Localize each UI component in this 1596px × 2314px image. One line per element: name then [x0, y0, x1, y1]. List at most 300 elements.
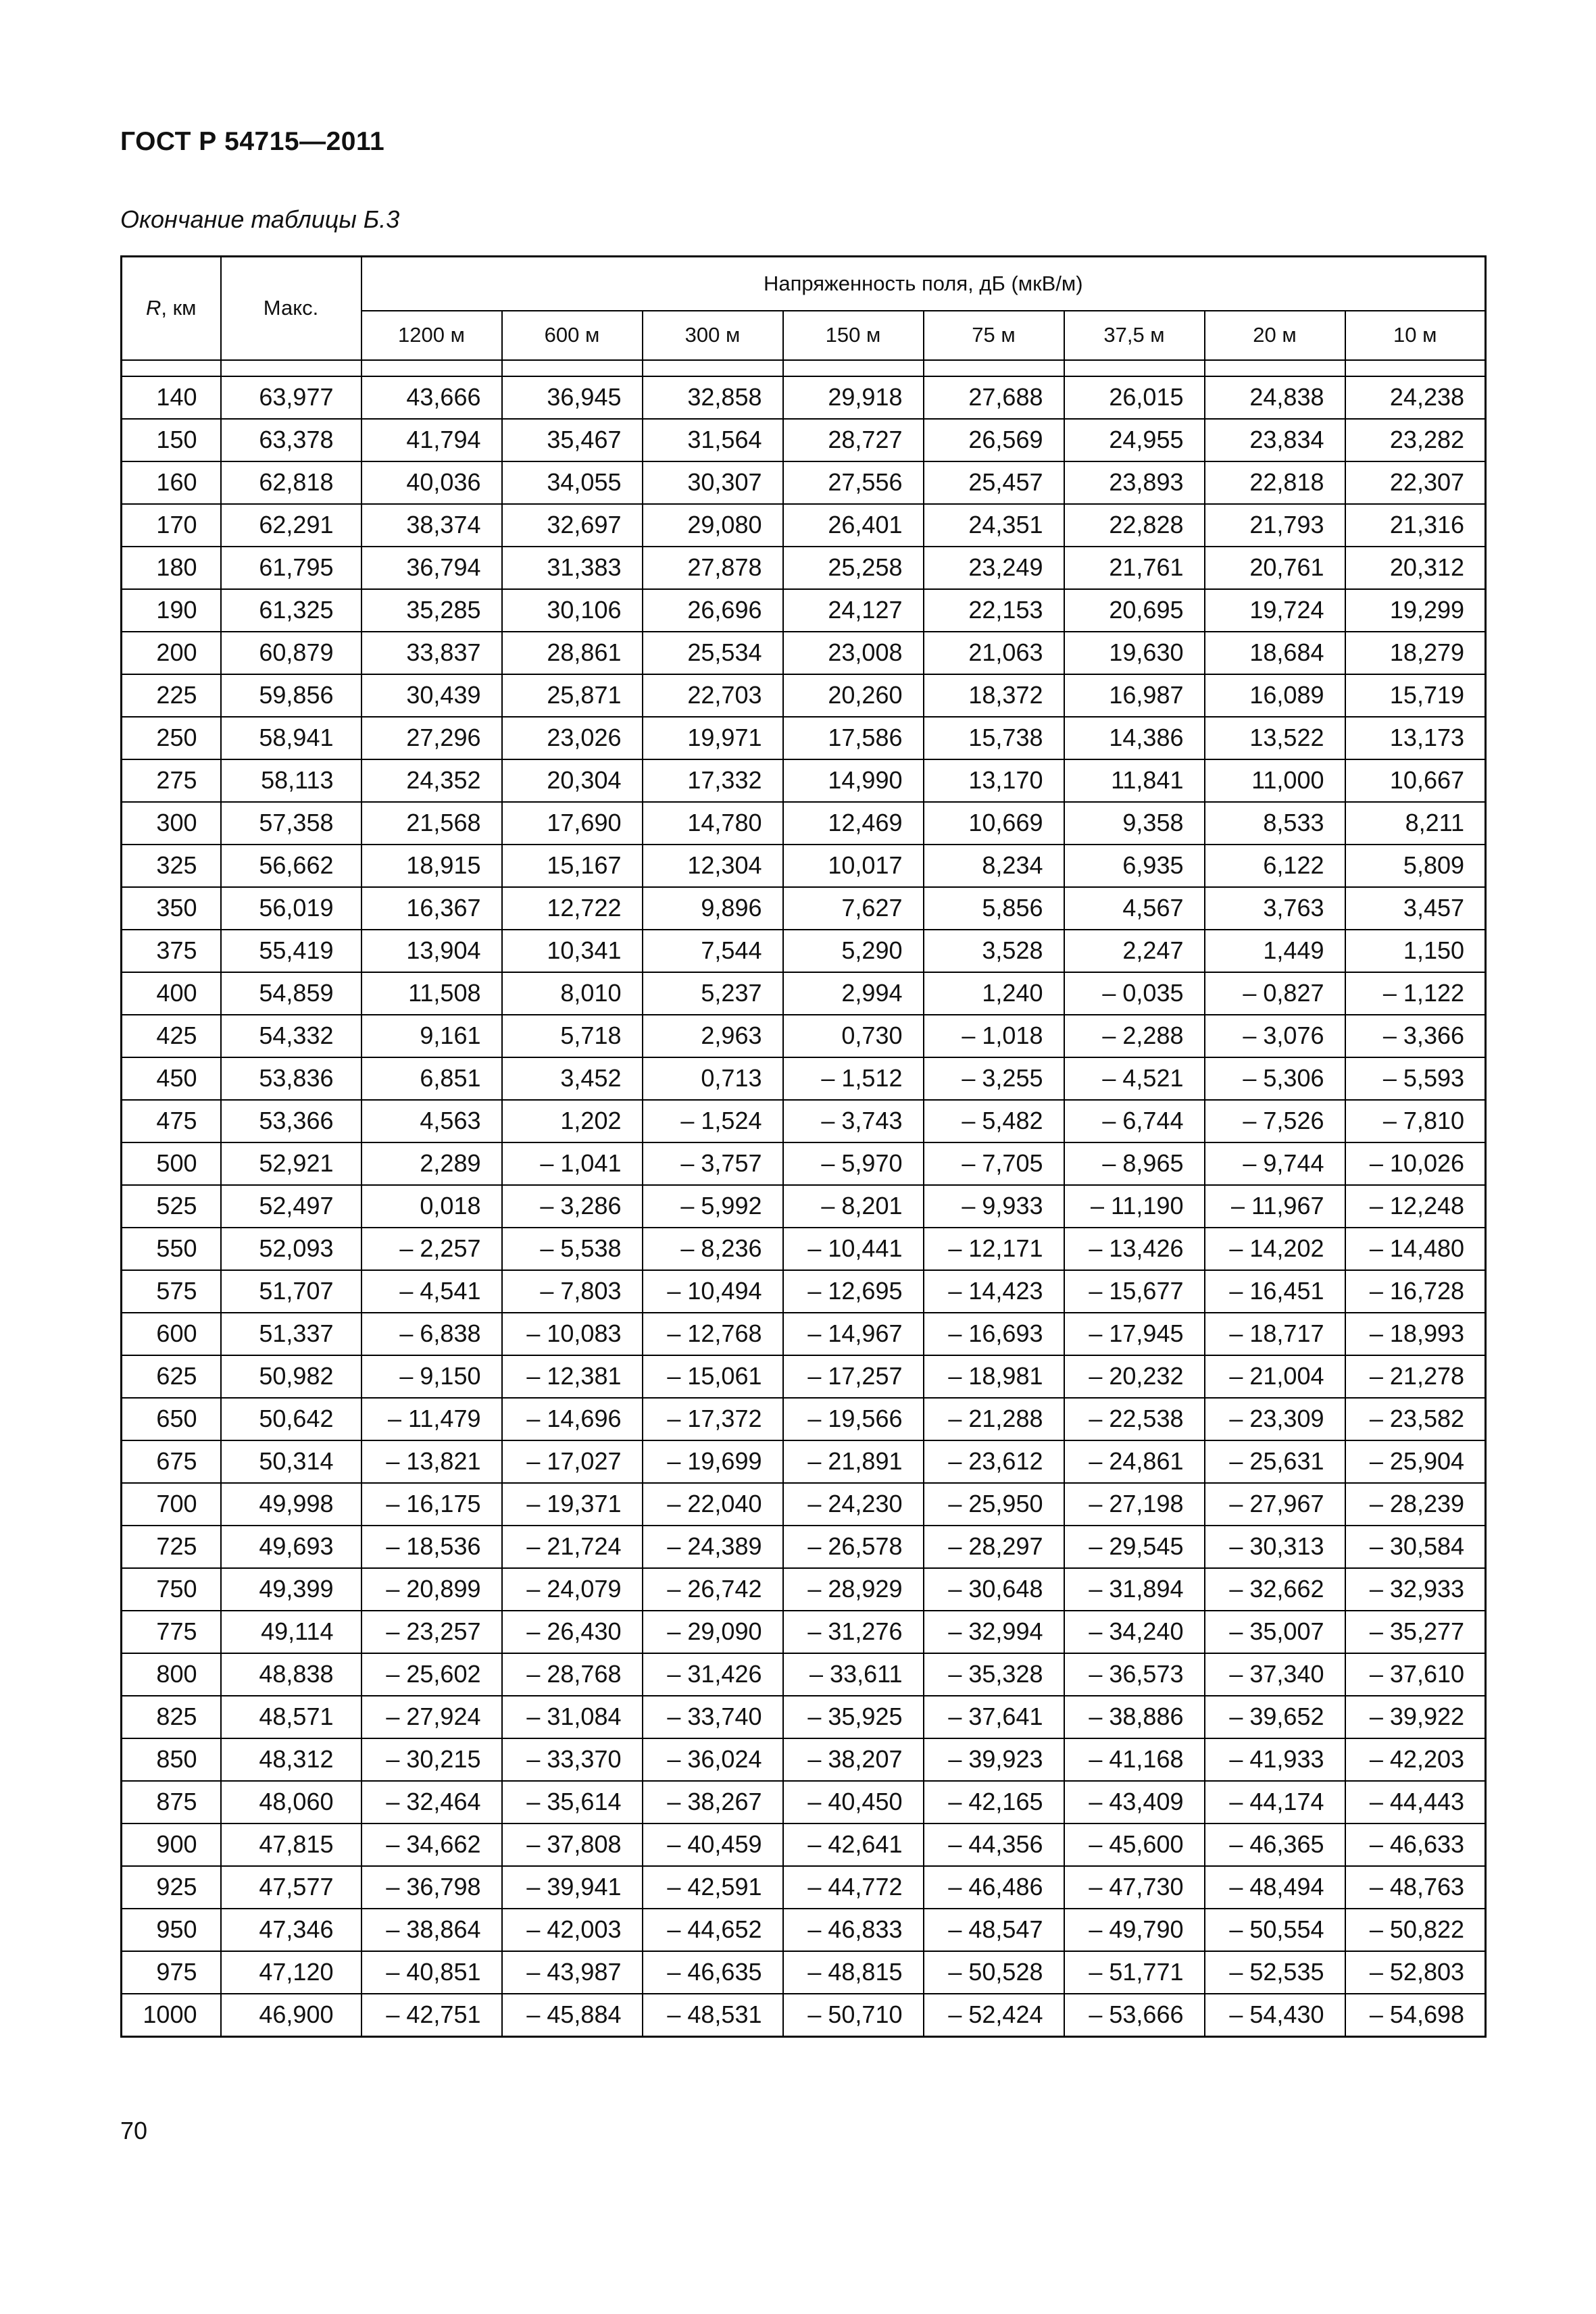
- cell-field-strength: 16,987: [1064, 674, 1205, 717]
- cell-field-strength: – 44,772: [783, 1866, 924, 1909]
- table-row: [122, 504, 1486, 547]
- cell-field-strength: – 21,288: [924, 1398, 1064, 1440]
- cell-field-strength: 23,282: [1345, 419, 1486, 461]
- cell-field-strength: – 18,536: [361, 1526, 502, 1568]
- column-header-distance: 75 м: [924, 311, 1064, 360]
- cell-max: 54,859: [221, 972, 361, 1015]
- cell-field-strength: 24,838: [1205, 376, 1345, 419]
- cell-field-strength: – 3,255: [924, 1057, 1064, 1100]
- cell-field-strength: 9,358: [1064, 802, 1205, 845]
- table-row: [122, 1015, 1486, 1057]
- cell-field-strength: 19,299: [1345, 589, 1486, 632]
- cell-distance-km: 190: [122, 589, 221, 632]
- cell-field-strength: – 35,925: [783, 1696, 924, 1738]
- cell-field-strength: – 22,040: [643, 1483, 783, 1526]
- cell-field-strength: – 12,695: [783, 1270, 924, 1313]
- cell-field-strength: 43,666: [361, 376, 502, 419]
- cell-field-strength: – 43,409: [1064, 1781, 1205, 1823]
- cell-field-strength: 1,449: [1205, 930, 1345, 972]
- cell-field-strength: – 54,430: [1205, 1994, 1345, 2037]
- cell-field-strength: – 15,677: [1064, 1270, 1205, 1313]
- cell-field-strength: 23,026: [502, 717, 643, 759]
- cell-field-strength: 7,544: [643, 930, 783, 972]
- cell-field-strength: – 3,757: [643, 1142, 783, 1185]
- cell-field-strength: – 24,230: [783, 1483, 924, 1526]
- cell-field-strength: – 21,278: [1345, 1355, 1486, 1398]
- cell-field-strength: 5,290: [783, 930, 924, 972]
- cell-field-strength: 30,106: [502, 589, 643, 632]
- cell-field-strength: 18,915: [361, 845, 502, 887]
- cell-field-strength: – 48,547: [924, 1909, 1064, 1951]
- table-row: [122, 632, 1486, 674]
- cell-distance-km: 350: [122, 887, 221, 930]
- cell-field-strength: – 42,751: [361, 1994, 502, 2037]
- cell-distance-km: 650: [122, 1398, 221, 1440]
- cell-max: 58,941: [221, 717, 361, 759]
- cell-field-strength: 20,260: [783, 674, 924, 717]
- cell-field-strength: – 53,666: [1064, 1994, 1205, 2037]
- cell-distance-km: 180: [122, 547, 221, 589]
- cell-field-strength: 6,851: [361, 1057, 502, 1100]
- cell-max: 46,900: [221, 1994, 361, 2037]
- cell-field-strength: – 38,267: [643, 1781, 783, 1823]
- cell-distance-km: 140: [122, 376, 221, 419]
- cell-field-strength: 29,080: [643, 504, 783, 547]
- cell-field-strength: – 2,288: [1064, 1015, 1205, 1057]
- cell-field-strength: 3,452: [502, 1057, 643, 1100]
- cell-field-strength: 23,249: [924, 547, 1064, 589]
- cell-field-strength: 30,307: [643, 461, 783, 504]
- cell-field-strength: 28,727: [783, 419, 924, 461]
- cell-field-strength: – 52,803: [1345, 1951, 1486, 1994]
- table-row: [122, 930, 1486, 972]
- table-row: [122, 1142, 1486, 1185]
- table-row: [122, 845, 1486, 887]
- cell-max: 49,998: [221, 1483, 361, 1526]
- cell-field-strength: – 23,612: [924, 1440, 1064, 1483]
- cell-field-strength: – 26,742: [643, 1568, 783, 1611]
- cell-max: 61,795: [221, 547, 361, 589]
- cell-field-strength: – 18,981: [924, 1355, 1064, 1398]
- cell-field-strength: – 7,810: [1345, 1100, 1486, 1142]
- cell-field-strength: 13,170: [924, 759, 1064, 802]
- cell-distance-km: 200: [122, 632, 221, 674]
- cell-field-strength: 10,667: [1345, 759, 1486, 802]
- cell-distance-km: 160: [122, 461, 221, 504]
- cell-field-strength: 25,258: [783, 547, 924, 589]
- cell-field-strength: 20,761: [1205, 547, 1345, 589]
- column-header-max: Макс.: [221, 257, 361, 360]
- cell-field-strength: 23,893: [1064, 461, 1205, 504]
- cell-field-strength: – 24,389: [643, 1526, 783, 1568]
- cell-field-strength: – 52,535: [1205, 1951, 1345, 1994]
- table-row: [122, 1568, 1486, 1611]
- cell-field-strength: – 39,922: [1345, 1696, 1486, 1738]
- cell-max: 50,982: [221, 1355, 361, 1398]
- cell-field-strength: – 47,730: [1064, 1866, 1205, 1909]
- cell-field-strength: – 5,538: [502, 1228, 643, 1270]
- cell-field-strength: – 5,482: [924, 1100, 1064, 1142]
- cell-field-strength: 25,457: [924, 461, 1064, 504]
- cell-field-strength: – 10,494: [643, 1270, 783, 1313]
- cell-field-strength: 25,871: [502, 674, 643, 717]
- cell-field-strength: – 14,202: [1205, 1228, 1345, 1270]
- cell-field-strength: 27,688: [924, 376, 1064, 419]
- cell-field-strength: – 14,696: [502, 1398, 643, 1440]
- cell-field-strength: – 10,441: [783, 1228, 924, 1270]
- table-row: [122, 1057, 1486, 1100]
- table-row: [122, 1994, 1486, 2037]
- cell-field-strength: – 35,277: [1345, 1611, 1486, 1653]
- cell-field-strength: 16,367: [361, 887, 502, 930]
- cell-field-strength: 5,809: [1345, 845, 1486, 887]
- cell-field-strength: – 31,426: [643, 1653, 783, 1696]
- cell-max: 50,642: [221, 1398, 361, 1440]
- cell-distance-km: 300: [122, 802, 221, 845]
- table-row: [122, 972, 1486, 1015]
- cell-field-strength: – 27,924: [361, 1696, 502, 1738]
- header-spacer: [122, 360, 1486, 376]
- cell-field-strength: – 46,633: [1345, 1823, 1486, 1866]
- cell-max: 48,060: [221, 1781, 361, 1823]
- cell-field-strength: – 13,426: [1064, 1228, 1205, 1270]
- cell-field-strength: 32,697: [502, 504, 643, 547]
- cell-field-strength: – 30,648: [924, 1568, 1064, 1611]
- cell-field-strength: 5,856: [924, 887, 1064, 930]
- cell-field-strength: 15,167: [502, 845, 643, 887]
- cell-distance-km: 275: [122, 759, 221, 802]
- table-row: [122, 674, 1486, 717]
- table-body: [122, 376, 1486, 2037]
- cell-distance-km: 375: [122, 930, 221, 972]
- cell-field-strength: – 42,203: [1345, 1738, 1486, 1781]
- cell-field-strength: – 46,833: [783, 1909, 924, 1951]
- cell-field-strength: – 24,079: [502, 1568, 643, 1611]
- cell-field-strength: 5,718: [502, 1015, 643, 1057]
- cell-field-strength: – 36,573: [1064, 1653, 1205, 1696]
- cell-field-strength: 0,730: [783, 1015, 924, 1057]
- table-row: [122, 1526, 1486, 1568]
- cell-field-strength: – 45,600: [1064, 1823, 1205, 1866]
- cell-field-strength: – 35,614: [502, 1781, 643, 1823]
- cell-max: 47,577: [221, 1866, 361, 1909]
- cell-field-strength: 20,695: [1064, 589, 1205, 632]
- cell-field-strength: 19,724: [1205, 589, 1345, 632]
- cell-field-strength: – 22,538: [1064, 1398, 1205, 1440]
- cell-field-strength: 17,586: [783, 717, 924, 759]
- cell-field-strength: – 1,524: [643, 1100, 783, 1142]
- cell-field-strength: 8,234: [924, 845, 1064, 887]
- cell-field-strength: 3,457: [1345, 887, 1486, 930]
- cell-distance-km: 625: [122, 1355, 221, 1398]
- cell-field-strength: – 21,724: [502, 1526, 643, 1568]
- cell-field-strength: 24,955: [1064, 419, 1205, 461]
- cell-field-strength: – 43,987: [502, 1951, 643, 1994]
- column-header-distance: 20 м: [1205, 311, 1345, 360]
- cell-field-strength: 3,528: [924, 930, 1064, 972]
- cell-field-strength: – 11,479: [361, 1398, 502, 1440]
- cell-field-strength: – 25,602: [361, 1653, 502, 1696]
- cell-field-strength: 4,567: [1064, 887, 1205, 930]
- cell-field-strength: – 29,545: [1064, 1526, 1205, 1568]
- cell-distance-km: 225: [122, 674, 221, 717]
- cell-max: 48,571: [221, 1696, 361, 1738]
- cell-field-strength: 33,837: [361, 632, 502, 674]
- cell-field-strength: 26,401: [783, 504, 924, 547]
- cell-max: 62,818: [221, 461, 361, 504]
- cell-field-strength: 10,017: [783, 845, 924, 887]
- cell-field-strength: 41,794: [361, 419, 502, 461]
- cell-field-strength: 7,627: [783, 887, 924, 930]
- cell-max: 52,921: [221, 1142, 361, 1185]
- cell-field-strength: 14,990: [783, 759, 924, 802]
- cell-field-strength: – 25,950: [924, 1483, 1064, 1526]
- cell-field-strength: 26,696: [643, 589, 783, 632]
- cell-field-strength: – 44,356: [924, 1823, 1064, 1866]
- table-row: [122, 1696, 1486, 1738]
- r-unit: , км: [161, 296, 197, 320]
- cell-distance-km: 925: [122, 1866, 221, 1909]
- table-row: [122, 1398, 1486, 1440]
- column-header-r: [122, 257, 221, 360]
- cell-field-strength: 18,684: [1205, 632, 1345, 674]
- cell-field-strength: 8,010: [502, 972, 643, 1015]
- document-header: ГОСТ Р 54715—2011: [120, 127, 385, 156]
- cell-field-strength: 28,861: [502, 632, 643, 674]
- cell-field-strength: – 1,041: [502, 1142, 643, 1185]
- cell-field-strength: 8,211: [1345, 802, 1486, 845]
- cell-field-strength: 11,000: [1205, 759, 1345, 802]
- cell-distance-km: 675: [122, 1440, 221, 1483]
- cell-field-strength: 13,173: [1345, 717, 1486, 759]
- cell-field-strength: 6,122: [1205, 845, 1345, 887]
- cell-field-strength: 40,036: [361, 461, 502, 504]
- cell-field-strength: 36,794: [361, 547, 502, 589]
- column-header-distance: 600 м: [502, 311, 643, 360]
- cell-distance-km: 325: [122, 845, 221, 887]
- cell-field-strength: – 16,728: [1345, 1270, 1486, 1313]
- cell-max: 47,120: [221, 1951, 361, 1994]
- cell-field-strength: – 40,459: [643, 1823, 783, 1866]
- cell-field-strength: – 35,328: [924, 1653, 1064, 1696]
- cell-field-strength: – 41,168: [1064, 1738, 1205, 1781]
- cell-field-strength: 13,904: [361, 930, 502, 972]
- cell-max: 63,378: [221, 419, 361, 461]
- page-number: 70: [120, 2117, 148, 2144]
- cell-field-strength: – 1,122: [1345, 972, 1486, 1015]
- cell-field-strength: – 11,190: [1064, 1185, 1205, 1228]
- cell-field-strength: – 15,061: [643, 1355, 783, 1398]
- cell-field-strength: 17,690: [502, 802, 643, 845]
- cell-field-strength: – 5,306: [1205, 1057, 1345, 1100]
- cell-max: 49,399: [221, 1568, 361, 1611]
- cell-field-strength: – 11,967: [1205, 1185, 1345, 1228]
- cell-max: 54,332: [221, 1015, 361, 1057]
- table-caption: Окончание таблицы Б.3: [120, 205, 400, 233]
- table-row: [122, 419, 1486, 461]
- cell-distance-km: 900: [122, 1823, 221, 1866]
- cell-field-strength: 35,467: [502, 419, 643, 461]
- cell-field-strength: – 32,662: [1205, 1568, 1345, 1611]
- cell-field-strength: 38,374: [361, 504, 502, 547]
- cell-field-strength: – 52,424: [924, 1994, 1064, 2037]
- cell-field-strength: – 19,371: [502, 1483, 643, 1526]
- cell-field-strength: 15,719: [1345, 674, 1486, 717]
- cell-field-strength: – 1,018: [924, 1015, 1064, 1057]
- cell-max: 49,693: [221, 1526, 361, 1568]
- cell-field-strength: – 42,641: [783, 1823, 924, 1866]
- cell-field-strength: – 17,257: [783, 1355, 924, 1398]
- column-header-distance: 10 м: [1345, 311, 1486, 360]
- cell-field-strength: 24,127: [783, 589, 924, 632]
- cell-field-strength: – 17,372: [643, 1398, 783, 1440]
- cell-field-strength: – 14,423: [924, 1270, 1064, 1313]
- cell-max: 51,337: [221, 1313, 361, 1355]
- cell-field-strength: – 6,744: [1064, 1100, 1205, 1142]
- table-row: [122, 1653, 1486, 1696]
- cell-field-strength: – 36,024: [643, 1738, 783, 1781]
- table-row: [122, 1185, 1486, 1228]
- cell-field-strength: 0,713: [643, 1057, 783, 1100]
- table-row: [122, 1951, 1486, 1994]
- cell-field-strength: – 18,993: [1345, 1313, 1486, 1355]
- table-row: [122, 1738, 1486, 1781]
- cell-field-strength: – 9,150: [361, 1355, 502, 1398]
- cell-field-strength: – 41,933: [1205, 1738, 1345, 1781]
- cell-field-strength: – 36,798: [361, 1866, 502, 1909]
- cell-field-strength: – 37,340: [1205, 1653, 1345, 1696]
- cell-field-strength: – 51,771: [1064, 1951, 1205, 1994]
- cell-distance-km: 600: [122, 1313, 221, 1355]
- cell-field-strength: – 4,541: [361, 1270, 502, 1313]
- column-header-distance: 37,5 м: [1064, 311, 1205, 360]
- cell-field-strength: 12,722: [502, 887, 643, 930]
- cell-field-strength: – 30,215: [361, 1738, 502, 1781]
- cell-field-strength: – 34,240: [1064, 1611, 1205, 1653]
- cell-field-strength: – 44,443: [1345, 1781, 1486, 1823]
- cell-field-strength: – 40,450: [783, 1781, 924, 1823]
- cell-field-strength: – 25,631: [1205, 1440, 1345, 1483]
- cell-field-strength: – 12,381: [502, 1355, 643, 1398]
- cell-field-strength: 22,153: [924, 589, 1064, 632]
- cell-field-strength: – 8,236: [643, 1228, 783, 1270]
- cell-field-strength: – 5,593: [1345, 1057, 1486, 1100]
- cell-field-strength: – 23,257: [361, 1611, 502, 1653]
- cell-field-strength: – 42,003: [502, 1909, 643, 1951]
- cell-field-strength: – 48,531: [643, 1994, 783, 2037]
- cell-field-strength: – 27,967: [1205, 1483, 1345, 1526]
- cell-distance-km: 575: [122, 1270, 221, 1313]
- cell-field-strength: – 38,207: [783, 1738, 924, 1781]
- cell-distance-km: 1000: [122, 1994, 221, 2037]
- cell-field-strength: – 37,641: [924, 1696, 1064, 1738]
- cell-field-strength: 24,351: [924, 504, 1064, 547]
- cell-field-strength: – 37,610: [1345, 1653, 1486, 1696]
- cell-max: 47,815: [221, 1823, 361, 1866]
- cell-field-strength: 15,738: [924, 717, 1064, 759]
- table-row: [122, 759, 1486, 802]
- cell-field-strength: 20,304: [502, 759, 643, 802]
- table-row: [122, 1483, 1486, 1526]
- cell-field-strength: – 3,286: [502, 1185, 643, 1228]
- cell-field-strength: – 13,821: [361, 1440, 502, 1483]
- cell-field-strength: – 21,891: [783, 1440, 924, 1483]
- cell-field-strength: 1,150: [1345, 930, 1486, 972]
- cell-field-strength: – 28,297: [924, 1526, 1064, 1568]
- cell-field-strength: – 48,815: [783, 1951, 924, 1994]
- cell-distance-km: 550: [122, 1228, 221, 1270]
- cell-field-strength: – 34,662: [361, 1823, 502, 1866]
- cell-distance-km: 775: [122, 1611, 221, 1653]
- cell-distance-km: 825: [122, 1696, 221, 1738]
- cell-field-strength: 32,858: [643, 376, 783, 419]
- cell-max: 55,419: [221, 930, 361, 972]
- cell-field-strength: – 10,083: [502, 1313, 643, 1355]
- cell-distance-km: 500: [122, 1142, 221, 1185]
- cell-distance-km: 750: [122, 1568, 221, 1611]
- table-row: [122, 717, 1486, 759]
- cell-field-strength: – 27,198: [1064, 1483, 1205, 1526]
- cell-field-strength: – 42,591: [643, 1866, 783, 1909]
- cell-field-strength: – 50,528: [924, 1951, 1064, 1994]
- cell-field-strength: 10,669: [924, 802, 1064, 845]
- column-group-header: Напряженность поля, дБ (мкВ/м): [361, 257, 1486, 311]
- cell-distance-km: 700: [122, 1483, 221, 1526]
- cell-field-strength: – 4,521: [1064, 1057, 1205, 1100]
- cell-field-strength: – 19,699: [643, 1440, 783, 1483]
- cell-field-strength: 27,878: [643, 547, 783, 589]
- cell-field-strength: 19,971: [643, 717, 783, 759]
- cell-field-strength: 5,237: [643, 972, 783, 1015]
- cell-field-strength: 25,534: [643, 632, 783, 674]
- cell-distance-km: 875: [122, 1781, 221, 1823]
- cell-field-strength: – 38,864: [361, 1909, 502, 1951]
- cell-field-strength: – 12,768: [643, 1313, 783, 1355]
- cell-field-strength: 18,279: [1345, 632, 1486, 674]
- cell-field-strength: 14,780: [643, 802, 783, 845]
- cell-field-strength: – 17,027: [502, 1440, 643, 1483]
- table-row: [122, 1228, 1486, 1270]
- cell-field-strength: – 48,763: [1345, 1866, 1486, 1909]
- cell-max: 58,113: [221, 759, 361, 802]
- cell-field-strength: 2,994: [783, 972, 924, 1015]
- cell-field-strength: – 31,894: [1064, 1568, 1205, 1611]
- cell-field-strength: – 48,494: [1205, 1866, 1345, 1909]
- cell-field-strength: 13,522: [1205, 717, 1345, 759]
- cell-distance-km: 975: [122, 1951, 221, 1994]
- cell-field-strength: – 33,370: [502, 1738, 643, 1781]
- cell-field-strength: 21,568: [361, 802, 502, 845]
- cell-field-strength: 21,793: [1205, 504, 1345, 547]
- cell-field-strength: – 20,232: [1064, 1355, 1205, 1398]
- table-row: [122, 1355, 1486, 1398]
- table-row: [122, 1270, 1486, 1313]
- cell-field-strength: – 42,165: [924, 1781, 1064, 1823]
- cell-field-strength: 11,841: [1064, 759, 1205, 802]
- cell-field-strength: – 0,035: [1064, 972, 1205, 1015]
- cell-field-strength: – 18,717: [1205, 1313, 1345, 1355]
- cell-field-strength: – 21,004: [1205, 1355, 1345, 1398]
- cell-max: 63,977: [221, 376, 361, 419]
- table-row: [122, 887, 1486, 930]
- cell-max: 48,838: [221, 1653, 361, 1696]
- cell-field-strength: 8,533: [1205, 802, 1345, 845]
- cell-field-strength: – 33,611: [783, 1653, 924, 1696]
- cell-field-strength: 19,630: [1064, 632, 1205, 674]
- cell-field-strength: – 30,313: [1205, 1526, 1345, 1568]
- cell-field-strength: – 50,554: [1205, 1909, 1345, 1951]
- cell-field-strength: – 7,705: [924, 1142, 1064, 1185]
